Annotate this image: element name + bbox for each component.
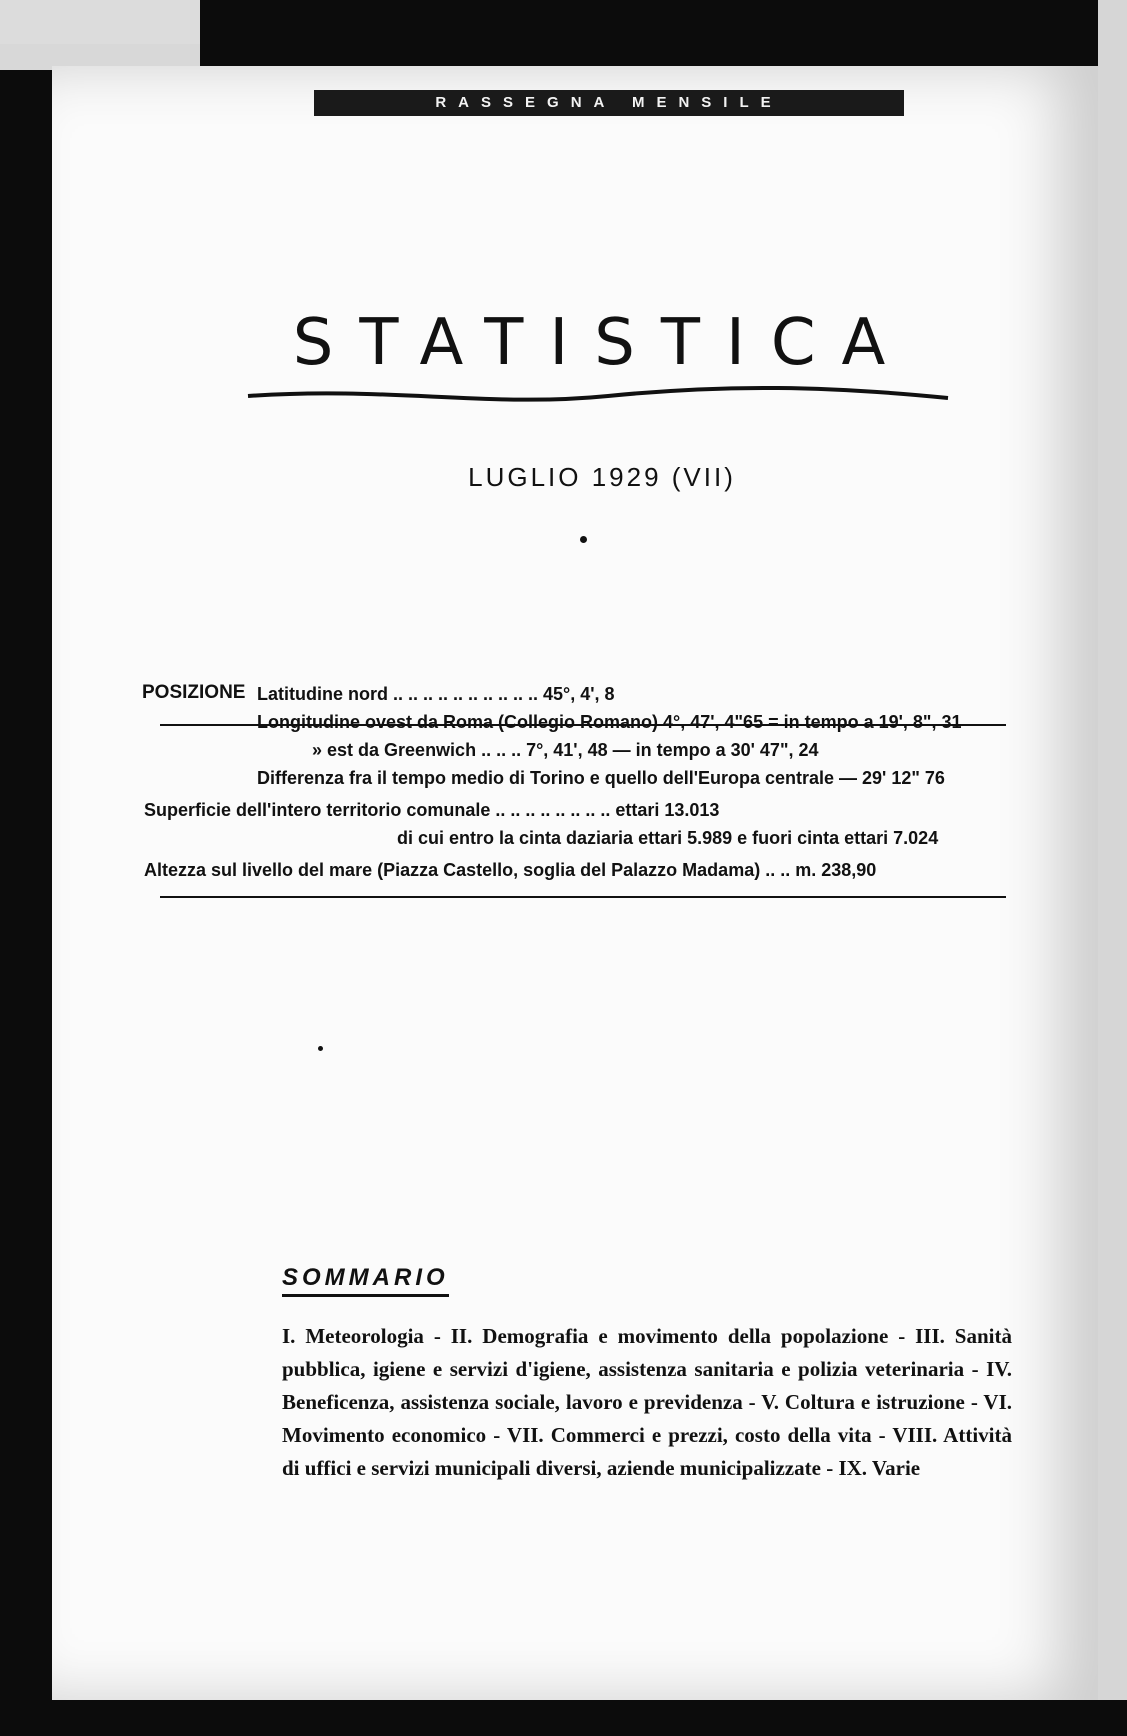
- document-page: [52, 66, 1098, 1700]
- page-subtitle: LUGLIO 1929 (VII): [468, 462, 736, 492]
- scan-border-dark-top: [200, 0, 1100, 70]
- sommario-title: SOMMARIO: [282, 1264, 449, 1297]
- section-rule-bottom: [160, 896, 1006, 898]
- scan-border-left: [0, 70, 52, 1736]
- speck-dot: [318, 1046, 323, 1051]
- posizione-line-2: Longitudine ovest da Roma (Collegio Romano) 4°, 47', 4"65 = in tempo a 19', 8", 31: [257, 712, 962, 732]
- superficie-line: Superficie dell'intero territorio comunale .. .. .. .. .. .. .. .. ettari 13.013: [144, 800, 720, 820]
- scan-border-right: [1098, 0, 1127, 1736]
- posizione-line-4: Differenza fra il tempo medio di Torino e quello dell'Europa centrale — 29' 12" 76: [257, 768, 945, 788]
- ornament-dot: [580, 536, 587, 543]
- title-underline-wave: [228, 382, 988, 412]
- running-head: RASSEGNA MENSILE: [314, 90, 904, 116]
- altezza-line: Altezza sul livello del mare (Piazza Castello, soglia del Palazzo Madama) .. .. m. 238,90: [144, 860, 877, 880]
- posizione-line-3: » est da Greenwich .. .. .. 7°, 41', 48 — in tempo a 30' 47", 24: [312, 740, 819, 760]
- posizione-line-1: Latitudine nord .. .. .. .. .. .. .. .. .. .. 45°, 4', 8: [257, 684, 615, 704]
- superficie-detail-line: di cui entro la cinta daziaria ettari 5.989 e fuori cinta ettari 7.024: [397, 828, 939, 848]
- sommario-text: I. Meteorologia - II. Demografia e movimento della popolazione - III. Sanità pubblica, igiene e servizi d'igiene, assistenza sanitaria e polizia veterinaria - IV. Beneficenza, assistenza sociale, lavoro e previdenza - V. Coltura e istruzione - VI. Movimento economico - VII. Commerci e prezzi, costo della vita - VIII. Attività di uffici e servizi municipali diversi, aziende municipalizzate - IX. Varie: [282, 1324, 1012, 1480]
- scan-border-bottom: [0, 1700, 1127, 1736]
- page-title: STATISTICA: [292, 306, 912, 380]
- posizione-label: POSIZIONE: [142, 682, 246, 703]
